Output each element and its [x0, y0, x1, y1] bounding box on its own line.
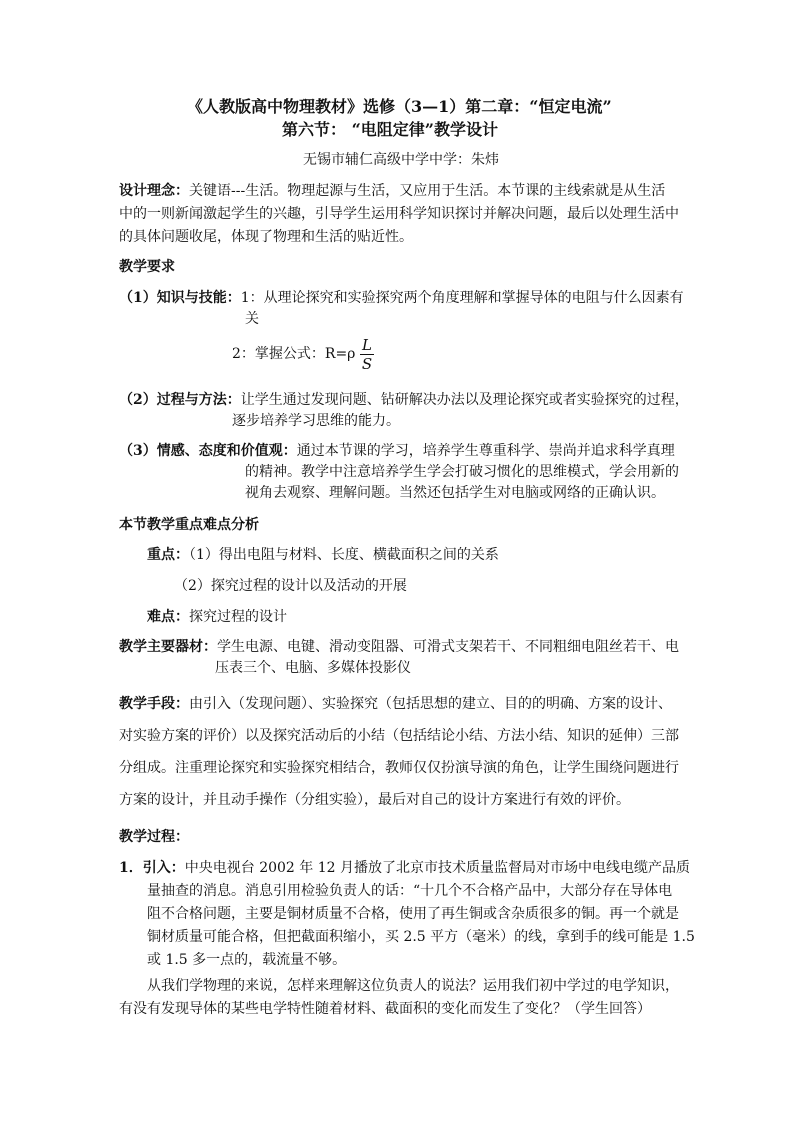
intro-line3: 阻不合格问题，主要是铜材质量不合格，使用了再生铜或含杂质很多的铜。再一个就是: [147, 906, 679, 922]
attitude-line3: 视角去观察、理解问题。当然还包括学生对电脑或网络的正确认识。: [245, 485, 665, 501]
means-label: 教学手段：: [119, 696, 189, 712]
design-concept-text: 关键语---生活。物理起源与生活，又应用于生活。本节课的主线索就是从生活: [189, 183, 666, 199]
key-point-text1: （1）得出电阻与材料、长度、横截面积之间的关系: [189, 547, 499, 563]
knowledge-skill-line1: [119, 287, 684, 310]
document-title-line1: 《人教版高中物理教材》选修（3—1）第二章：“恒定电流”: [187, 97, 612, 116]
equipment-line1: [119, 636, 679, 659]
intro-line2: 量抽查的消息。消息引用检验负责人的话：“十几个不合格产品中，大部分存在导体电: [147, 883, 673, 899]
difficult-point-label: 难点：: [147, 609, 189, 625]
formula-line: [232, 336, 374, 373]
key-point-line2: （2）探究过程的设计以及活动的开展: [174, 578, 407, 594]
focus-heading: 本节教学重点难点分析: [119, 517, 259, 533]
difficult-point-line: [147, 606, 287, 629]
requirements-heading: 教学要求: [119, 259, 175, 275]
design-concept-label: 设计理念：: [119, 183, 189, 199]
formula-denominator: S: [361, 355, 373, 373]
intro-line4: 铜材质量可能合格，但把截面积缩小，买 2.5 平方（毫米）的线，拿到手的线可能是 1.5: [147, 929, 695, 945]
knowledge-skill-text: 1：从理论探究和实验探究两个角度理解和掌握导体的电阻与什么因素有: [240, 290, 684, 306]
resistance-formula: [360, 336, 374, 373]
means-line2: 对实验方案的评价）以及探究活动后的小结（包括结论小结、方法小结、知识的延伸）三部: [119, 728, 679, 744]
document-title-line2: 第六节： “电阻定律”教学设计: [282, 120, 498, 139]
attitude-text: 通过本节课的学习，培养学生尊重科学、崇尚并追求科学真理: [296, 443, 675, 459]
difficult-point-text: 探究过程的设计: [189, 609, 287, 625]
intro-line5: 或 1.5 多一点的，载流量不够。: [147, 952, 347, 968]
intro-line1: [119, 857, 690, 880]
attitude-line1: [119, 440, 675, 463]
process-method-label: （2）过程与方法：: [119, 392, 241, 408]
process-method-line2: 逐步培养学习思维的能力。: [232, 413, 400, 429]
formula-numerator: L: [360, 336, 374, 355]
means-text: 由引入（发现问题）、实验探究（包括思想的建立、目的的明确、方案的设计、: [189, 696, 672, 712]
process-method-line1: [119, 389, 689, 412]
equipment-label: 教学主要器材：: [119, 639, 217, 655]
knowledge-skill-label: （1）知识与技能：: [119, 290, 241, 306]
design-concept-line2: 中的一则新闻激起学生的兴趣，引导学生运用科学知识探讨并解决问题，最后以处理生活中: [119, 206, 679, 222]
author-line: 无锡市辅仁高级中学中学：朱炜: [303, 152, 499, 168]
attitude-label: （3）情感、态度和价值观：: [119, 443, 297, 459]
equipment-text: 学生电源、电键、滑动变阻器、可滑式支架若干、不同粗细电阻丝若干、电: [217, 639, 679, 655]
knowledge-skill-line2: 关: [245, 311, 259, 327]
means-line4: 方案的设计，并且动手操作（分组实验），最后对自己的设计方案进行有效的评价。: [119, 792, 630, 808]
means-line3: 分组成。注重理论探究和实验探究相结合，教师仅仅扮演导演的角色，让学生围绕问题进行: [119, 760, 679, 776]
process-heading: 教学过程：: [119, 829, 189, 845]
equipment-line2: 压表三个、电脑、多媒体投影仪: [215, 660, 411, 676]
question-line1: 从我们学物理的来说，怎样来理解这位负责人的说法？运用我们初中学过的电学知识，: [147, 978, 679, 994]
formula-label: 2：掌握公式：R=ρ: [232, 346, 356, 362]
means-line1: [119, 693, 672, 716]
question-line2: 有没有发现导体的某些电学特性随着材料、截面积的变化而发生了变化？（学生回答）: [119, 1001, 651, 1017]
design-concept-line1: [119, 180, 665, 203]
key-point-label: 重点：: [147, 547, 189, 563]
intro-label: 1．引入：: [119, 860, 185, 876]
key-point-line1: [147, 544, 499, 567]
process-method-text: 让学生通过发现问题、钻研解决办法以及理论探究或者实验探究的过程，: [240, 392, 689, 408]
intro-text: 中央电视台 2002 年 12 月播放了北京市技术质量监督局对市场中电线电缆产品质: [184, 860, 690, 876]
design-concept-line3: 的具体问题收尾，体现了物理和生活的贴近性。: [119, 229, 413, 245]
attitude-line2: 的精神。教学中注意培养学生学会打破习惯化的思维模式，学会用新的: [245, 464, 679, 480]
